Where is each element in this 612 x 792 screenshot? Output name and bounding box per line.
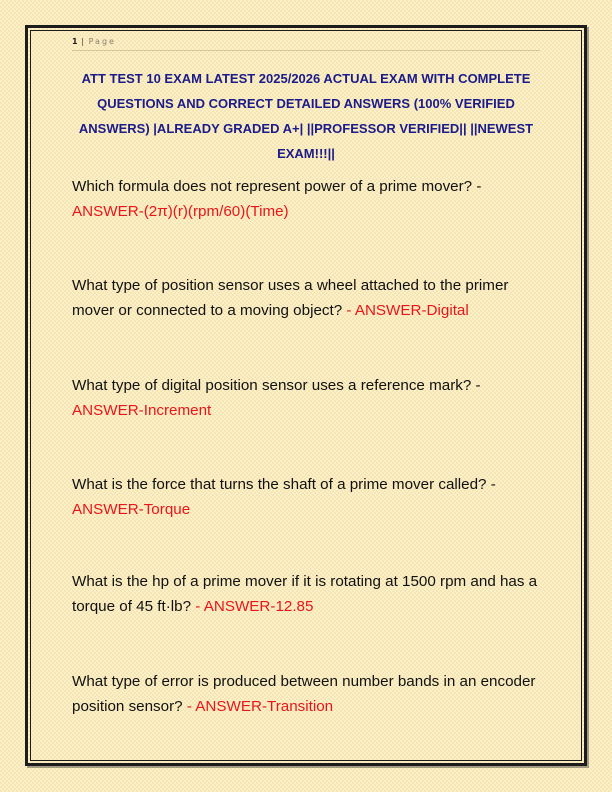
qa-item	[72, 569, 542, 619]
question-text: What type of digital position sensor uses a reference mark? -	[72, 377, 481, 394]
question-text: Which formula does not represent power of a prime mover? -	[72, 178, 482, 195]
qa-item	[72, 472, 542, 522]
qa-item	[72, 174, 542, 224]
question-text: What type of position sensor uses a wheel attached to the primer mover or connected to a moving object?	[72, 277, 509, 319]
qa-item	[72, 273, 542, 323]
header-divider	[72, 50, 540, 51]
question-text: What is the hp of a prime mover if it is rotating at 1500 rpm and has a torque of 45 ft·lb?	[72, 573, 538, 615]
question-text: What type of error is produced between number bands in an encoder position sensor?	[72, 673, 536, 715]
question-text: What is the force that turns the shaft of a prime mover called? -	[72, 476, 496, 493]
qa-item	[72, 669, 542, 719]
answer-text: ANSWER-Increment	[72, 402, 212, 419]
answer-text: - ANSWER-Digital	[346, 302, 469, 319]
qa-item	[72, 373, 542, 423]
answer-text: - ANSWER-Transition	[186, 698, 334, 715]
page-number: 1	[72, 37, 78, 46]
answer-text: ANSWER-Torque	[72, 501, 191, 518]
page-label: Page	[88, 37, 116, 46]
page-header	[72, 36, 116, 48]
document-title: ATT TEST 10 EXAM LATEST 2025/2026 ACTUAL EXAM WITH COMPLETE QUESTIONS AND CORRECT DETAILED ANSWERS (100% VERIFIED ANSWERS) |ALREADY GRADED A+| ||PROFESSOR VERIFIED|| ||NEWEST EXAM!!!||	[78, 71, 534, 161]
page-header-separator: |	[81, 37, 85, 46]
answer-text: ANSWER-(2π)(r)(rpm/60)(Time)	[72, 203, 289, 220]
answer-text: - ANSWER-12.85	[195, 598, 314, 615]
